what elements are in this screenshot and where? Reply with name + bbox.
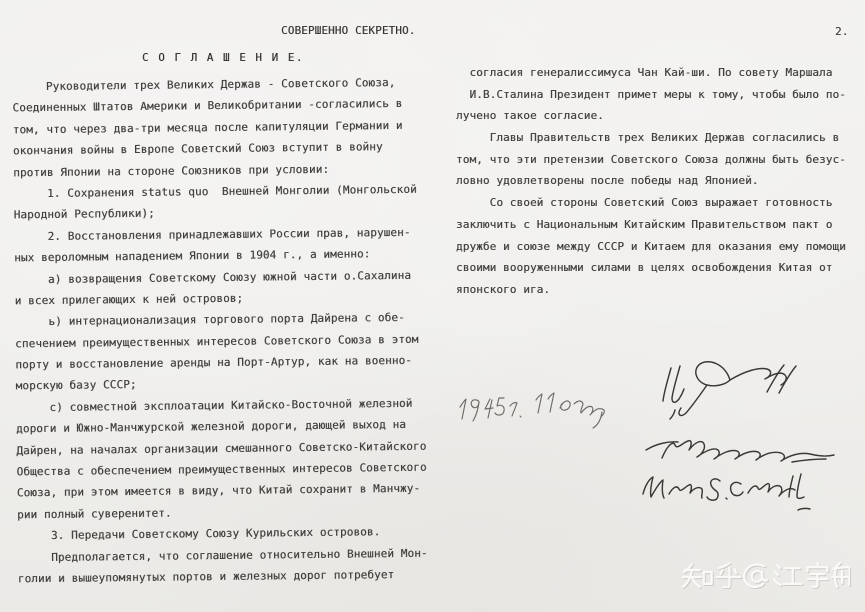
typed-line: лучено такое согласие. [456,109,604,123]
typed-line: Дайрен, на началах организации смешанного Советско-Китайского [16,439,427,457]
typed-line: против Японии на стороне Союзников при условии: [13,162,330,179]
document-title: С О Г Л А Ш Е Н И Е. [142,51,305,64]
typed-line: И.В.Сталина Президент примет меры к тому, чтобы было по- [456,87,846,101]
handwritten-date-note [452,389,612,433]
stalin-signature [655,356,805,426]
typed-line: ловно удовлетворены после победы над Японией. [456,174,759,188]
typed-line: спечением преимущественных интересов Советского Союза в этом [15,332,419,351]
typed-line: Общества с обеспечением преимущественных интересов Советского [16,460,427,479]
typed-line: а) возвращения Советскому Союзу южной части о.Сахалина [14,268,412,286]
typed-line: заключить с Национальным Китайским Правительством пакт о [456,217,833,231]
typed-line: и всех прилегающих к ней островов; [14,291,244,308]
typed-line: голии и вышеупомянутых портов и железных дорог потребует [17,568,395,586]
typed-line: Союза, при этом имеется в виду, что Китай сохранит в Манчжу- [16,482,421,500]
classification-stamp: СОВЕРШЕННО СЕКРЕТНО. [281,24,416,37]
typed-line: ь) интернационализация торгового порта Дайрена с обе- [14,311,405,329]
typed-line: Главы Правительств трех Великих Держав согласились в [456,131,840,145]
page-2-number: 2. [835,25,849,38]
zhihu-watermark [682,562,850,588]
typed-line: с) совместной эксплоатации Китайско-Восточной железной [15,396,413,415]
typed-line: окончания войны в Европе Советский Союз вступит в войну [12,140,383,158]
typed-line: своими вооруженными силами в целях освобождения Китая от [456,261,833,275]
typed-line: дружбе и союзе между СССР и Китаем для оказания ему помощи [456,239,846,253]
typed-line: том, что через два-три месяца после капитуляции Германии и [12,118,403,137]
typed-line: Со своей стороны Советский Союз выражает готовность [456,196,833,210]
typed-line: 1. Сохранения status quo Внешней Монголии (Монгольской [13,182,417,201]
typed-line: морскую базу СССР; [15,378,137,393]
typed-line: согласия генералиссимуса Чан Кай-ши. По совету Маршала [456,66,833,79]
typed-line: Предполагается, что соглашение относительно Внешней Мон- [17,546,428,564]
typed-line: 2. Восстановления принадлежавших России прав, нарушен- [13,225,411,244]
typed-line: Руководители трех Великих Держав - Советского Союза, [12,76,396,94]
page-2-body [456,62,858,301]
typed-line: 3. Передачи Советскому Союзу Курильских островов. [17,525,381,543]
typed-line: порту и восстановление аренды на Порт-Артур, как на военно- [15,353,413,372]
page-1-body [12,72,432,590]
typed-line: ных вероломным нападением Японии в 1904 г., а именно: [14,247,371,265]
typed-line: рии полный суверенитет. [17,506,172,522]
typed-line: дороги и Южно-Манчжурской железной дороги, дающей выход на [16,418,407,436]
typed-line: Народной Республики); [13,207,155,222]
churchill-signature [638,466,828,514]
typed-line: Соединенных Штатов Америки и Великобритании -согласились в [12,97,403,115]
typed-line: том, что эти претензии Советского Союза должны быть безус- [456,152,846,166]
typed-line: японского ига. [456,282,551,296]
